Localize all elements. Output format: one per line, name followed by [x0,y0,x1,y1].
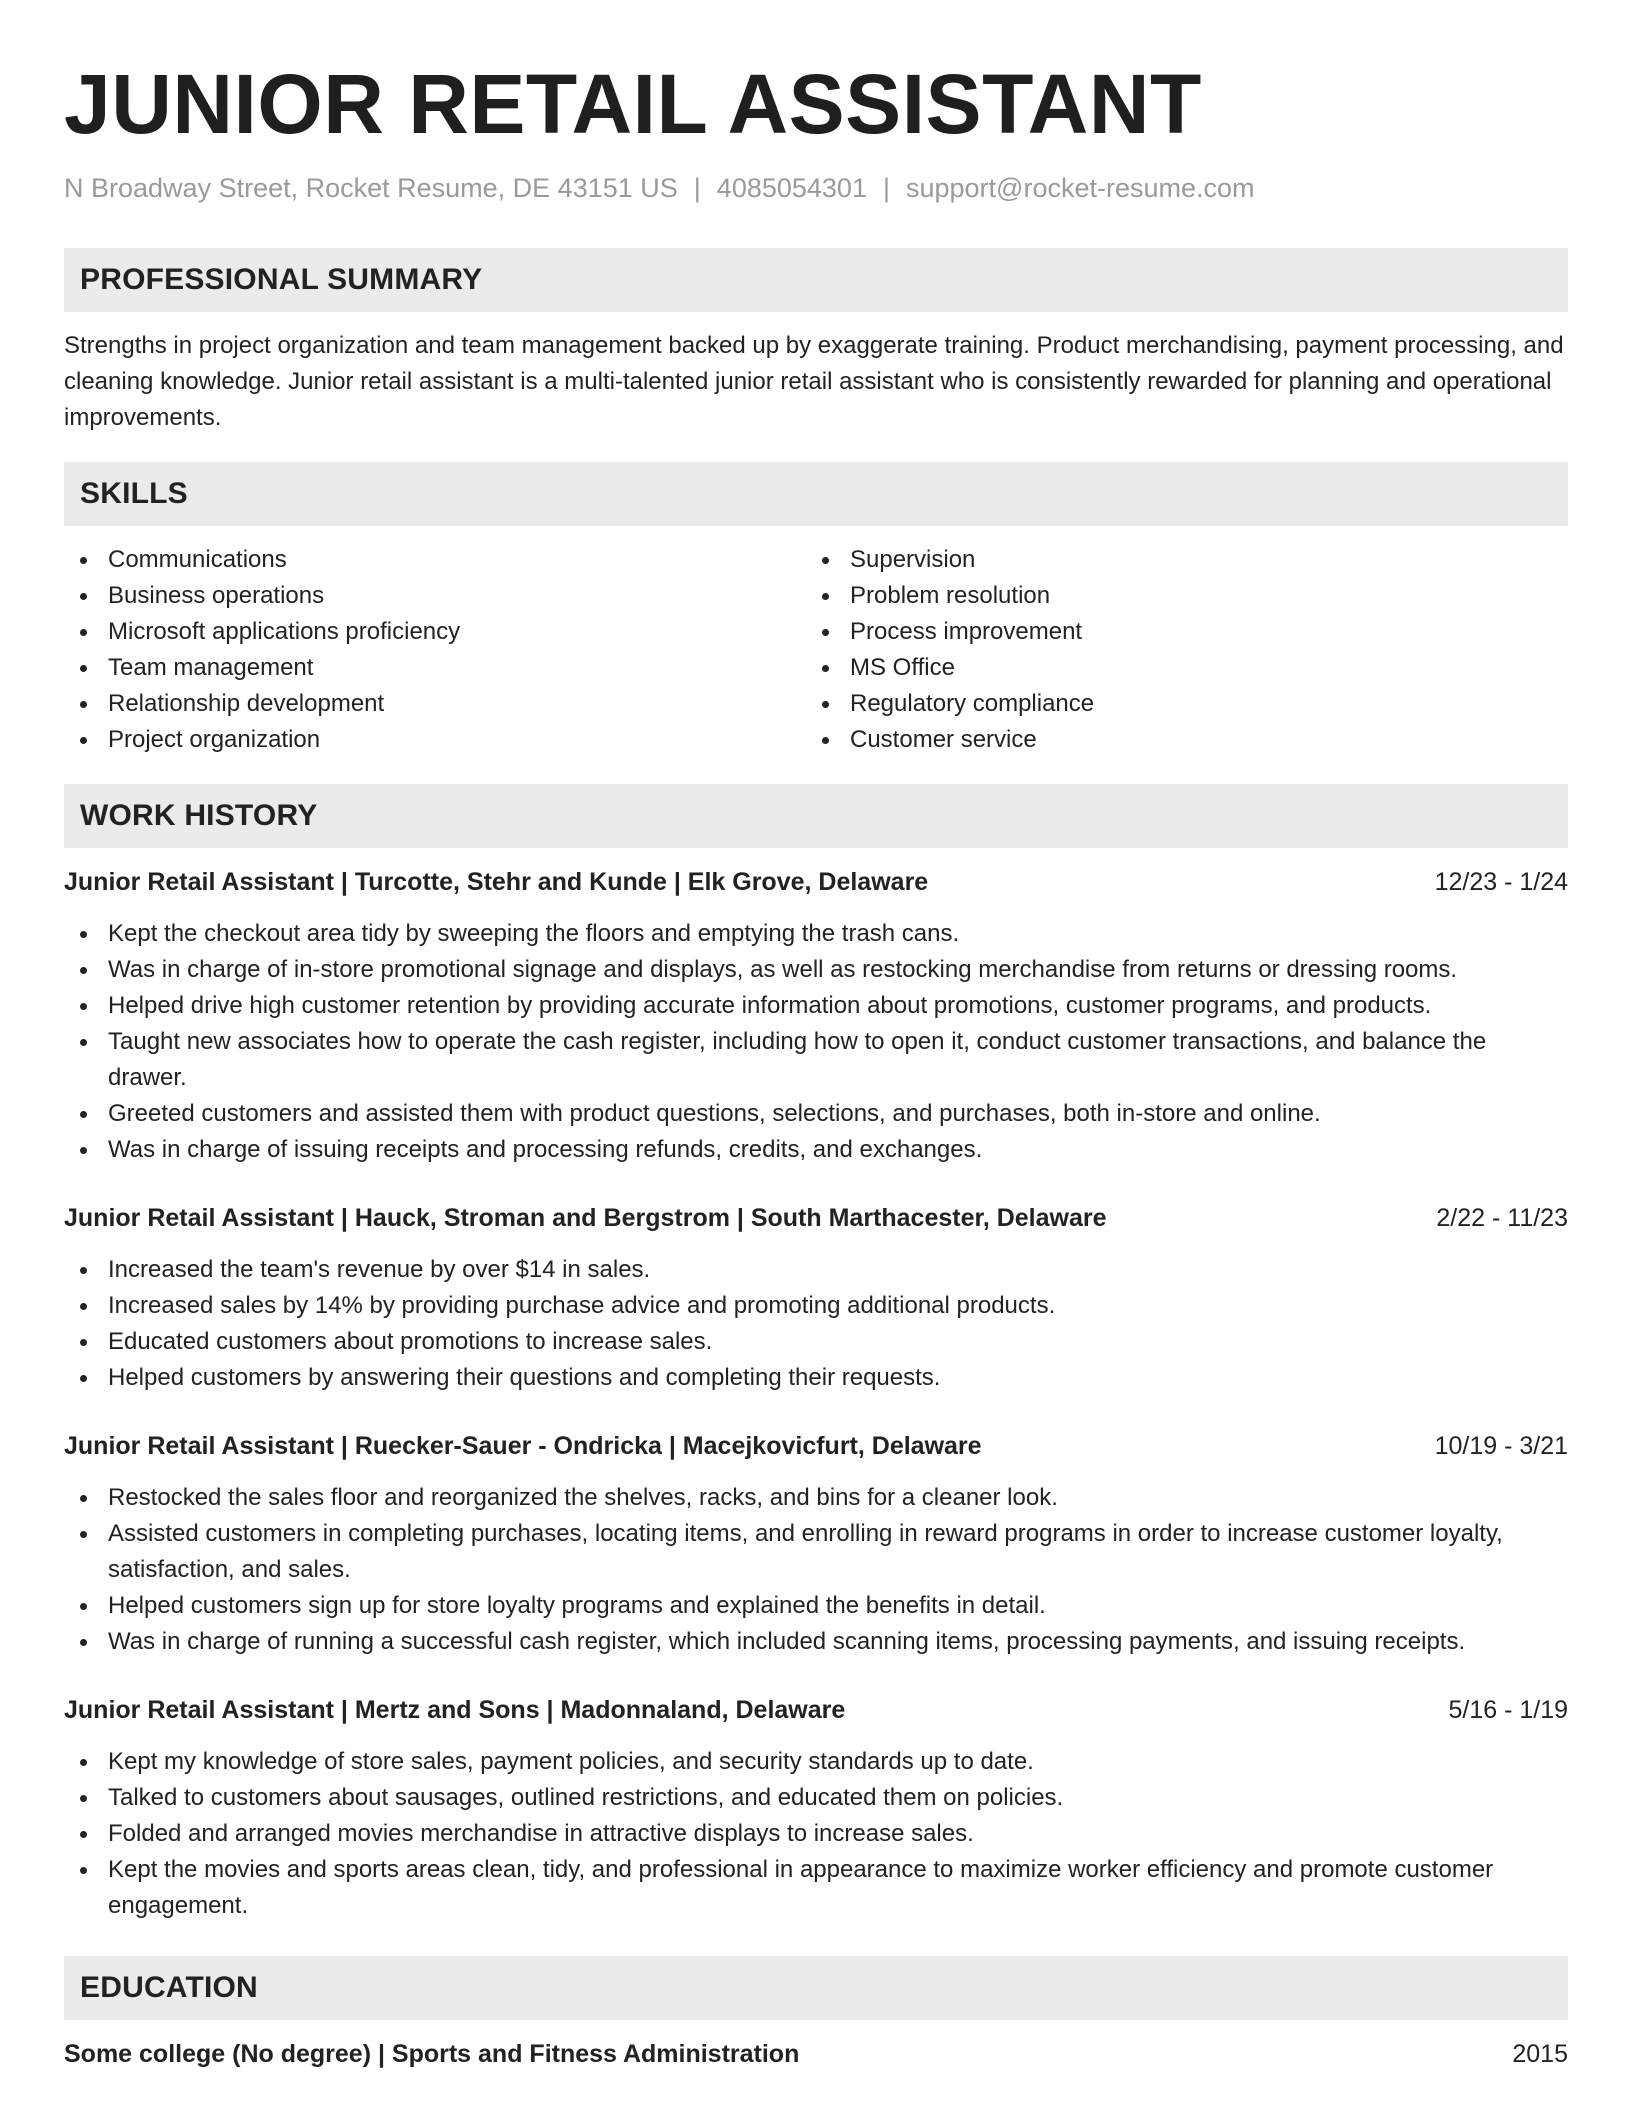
job-title: Junior Retail Assistant | Hauck, Stroman and Bergstrom | South Marthacester, Delaware [64,1204,1107,1232]
job-bullet: Was in charge of issuing receipts and processing refunds, credits, and exchanges. [64,1132,1568,1168]
skill-item: Communications [64,542,806,578]
job-entry [64,1428,1568,1660]
contact-separator: | [882,173,890,203]
skill-item: Regulatory compliance [806,686,1548,722]
job-bullets [64,1480,1568,1660]
job-bullet: Greeted customers and assisted them with product questions, selections, and purchases, both in-store and online. [64,1096,1568,1132]
job-bullet: Kept the checkout area tidy by sweeping the floors and emptying the trash cans. [64,916,1568,952]
contact-address: N Broadway Street, Rocket Resume, DE 43151 US [64,173,678,203]
job-dates: 2/22 - 11/23 [1436,1204,1568,1232]
contact-separator: | [693,173,701,203]
resume-name: JUNIOR RETAIL ASSISTANT [64,57,1202,151]
skill-item: Problem resolution [806,578,1548,614]
skill-item: Business operations [64,578,806,614]
job-title: Junior Retail Assistant | Turcotte, Stehr and Kunde | Elk Grove, Delaware [64,868,929,896]
section-heading-skills: SKILLS [64,462,1568,526]
job-dates: 10/19 - 3/21 [1434,1432,1568,1460]
job-header [64,1692,1568,1728]
job-bullet: Assisted customers in completing purchases, locating items, and enrolling in reward programs in order to increase customer loyalty, satisfaction, and sales. [64,1516,1568,1588]
job-bullet: Taught new associates how to operate the cash register, including how to open it, conduct customer transactions, and balance the drawer. [64,1024,1568,1096]
job-bullet: Folded and arranged movies merchandise in attractive displays to increase sales. [64,1816,1568,1852]
job-title: Junior Retail Assistant | Ruecker-Sauer - Ondricka | Macejkovicfurt, Delaware [64,1432,982,1460]
job-dates: 5/16 - 1/19 [1448,1696,1568,1724]
job-bullets [64,1744,1568,1924]
job-header [64,864,1568,900]
job-bullet: Kept my knowledge of store sales, payment policies, and security standards up to date. [64,1744,1568,1780]
job-bullet: Educated customers about promotions to increase sales. [64,1324,1568,1360]
skills-list [64,542,1568,758]
contact-phone: 4085054301 [716,173,867,203]
job-bullet: Restocked the sales floor and reorganized the shelves, racks, and bins for a cleaner look. [64,1480,1568,1516]
job-title: Junior Retail Assistant | Mertz and Sons | Madonnaland, Delaware [64,1696,846,1724]
job-bullet: Talked to customers about sausages, outlined restrictions, and educated them on policies. [64,1780,1568,1816]
skills-column-left [64,542,806,758]
job-header [64,1200,1568,1236]
job-bullets [64,1252,1568,1396]
skills-column-right [806,542,1548,758]
job-entry [64,864,1568,1168]
job-header [64,1428,1568,1464]
skill-item: Team management [64,650,806,686]
section-heading-education: EDUCATION [64,1956,1568,2020]
job-bullet: Increased the team's revenue by over $14 in sales. [64,1252,1568,1288]
education-title: Some college (No degree) | Sports and Fitness Administration [64,2040,800,2068]
skill-item: Relationship development [64,686,806,722]
job-bullet: Helped customers sign up for store loyalty programs and explained the benefits in detail. [64,1588,1568,1624]
section-heading-work-history: WORK HISTORY [64,784,1568,848]
job-bullet: Helped customers by answering their questions and completing their requests. [64,1360,1568,1396]
skill-item: Process improvement [806,614,1548,650]
skill-item: Microsoft applications proficiency [64,614,806,650]
job-bullet: Was in charge of running a successful cash register, which included scanning items, processing payments, and issuing receipts. [64,1624,1568,1660]
skill-item: Customer service [806,722,1548,758]
education-header [64,2036,1568,2072]
job-entry [64,1200,1568,1396]
section-heading-summary: PROFESSIONAL SUMMARY [64,248,1568,312]
contact-email: support@rocket-resume.com [905,173,1255,203]
education-year: 2015 [1512,2040,1568,2068]
job-entry [64,1692,1568,1924]
education-entry [64,2036,1568,2072]
summary-text: Strengths in project organization and team management backed up by exaggerate training. Product merchandising, payment processing, and cleaning knowledge. Junior retail assistant is a multi-talented junior retail assistant who is consistently rewarded for planning and operational improvements. [64,332,1564,431]
skill-item: Supervision [806,542,1548,578]
job-bullet: Increased sales by 14% by providing purchase advice and promoting additional products. [64,1288,1568,1324]
skill-item: MS Office [806,650,1548,686]
job-bullet: Was in charge of in-store promotional signage and displays, as well as restocking merchandise from returns or dressing rooms. [64,952,1568,988]
contact-line [64,172,1568,204]
job-bullets [64,916,1568,1168]
job-bullet: Kept the movies and sports areas clean, tidy, and professional in appearance to maximize worker efficiency and promote customer engagement. [64,1852,1568,1924]
job-bullet: Helped drive high customer retention by providing accurate information about promotions, customer programs, and products. [64,988,1568,1024]
job-dates: 12/23 - 1/24 [1434,868,1568,896]
skill-item: Project organization [64,722,806,758]
